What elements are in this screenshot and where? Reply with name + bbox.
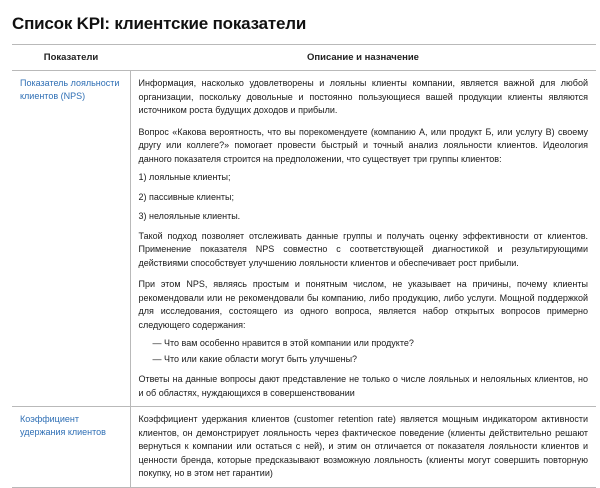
description-paragraph: Ответы на данные вопросы дают представление не только о числе лояльных и нелояльных клиентов, но и об областях, нуждающихся в совершенствовании bbox=[138, 374, 588, 398]
kpi-table bbox=[12, 44, 596, 488]
column-header-indicators: Показатели bbox=[12, 45, 130, 71]
description-question: — Что вам особенно нравится в этой компании или продукте? bbox=[152, 338, 414, 348]
description-paragraph: Информация, насколько удовлетворены и лояльны клиенты компании, является важной для любой организации, поскольку довольные и постоянно пользующиеся вашей продукции клиенты являются источником роста будущих доходов и прибыли. bbox=[138, 78, 588, 115]
description-list-item: 2) пассивные клиенты; bbox=[138, 191, 235, 202]
table-row bbox=[12, 407, 596, 488]
description-paragraph: Такой подход позволяет отслеживать данные группы и получать оценку эффективности от клиентов. Применение показателя NPS совместно с соответствующей диагностикой и результирующими действиями способствует улучшению лояльности клиентов и обеспечивает рост прибыли. bbox=[138, 230, 588, 268]
description-list-item: 3) нелояльные клиенты. bbox=[138, 211, 241, 221]
table-row bbox=[12, 71, 596, 407]
indicator-name: Показатель лояльности клиентов (NPS) bbox=[12, 71, 130, 407]
column-header-description: Описание и назначение bbox=[130, 45, 596, 71]
indicator-description bbox=[130, 407, 596, 488]
description-list-item: 1) лояльные клиенты; bbox=[138, 172, 231, 182]
indicator-description bbox=[130, 71, 596, 407]
page-title: Список KPI: клиентские показатели bbox=[12, 14, 307, 33]
description-paragraph: Вопрос «Какова вероятность, что вы порекомендуете (компанию А, или продукт Б, или услугу В) своему другу или коллеге?» помогает провести быстрый и точный анализ лояльности клиентов. Идеология данного показателя строится на предположении, что существует три группы клиентов: bbox=[138, 126, 588, 164]
indicator-name: Коэффициент удержания клиентов bbox=[12, 407, 130, 488]
description-question: — Что или какие области могут быть улучшены? bbox=[152, 353, 358, 364]
table-header-row bbox=[12, 45, 596, 71]
description-paragraph: При этом NPS, являясь простым и понятным числом, не указывает на причины, почему клиенты рекомендовали или не рекомендовали бы компанию, либо продукцию, либо услуги. Мощной поддержкой для исследования, состоящего из одного вопроса, является набор открытых вопросов примерно следующего содержания: bbox=[138, 279, 588, 330]
description-paragraph: Коэффициент удержания клиентов (customer retention rate) является мощным индикатором активности клиентов, он демонстрирует лояльность через фактическое поведение (клиенты действительно решают вернуться к компании или остаться с ней), и этим он отличается от показателя лояльности клиентов и ценности бренда, которые предсказывают возможную лояльность (клиенты могут совершить повторную покупку, но в этом нет гарантии) bbox=[138, 414, 588, 478]
table-body bbox=[12, 71, 596, 488]
